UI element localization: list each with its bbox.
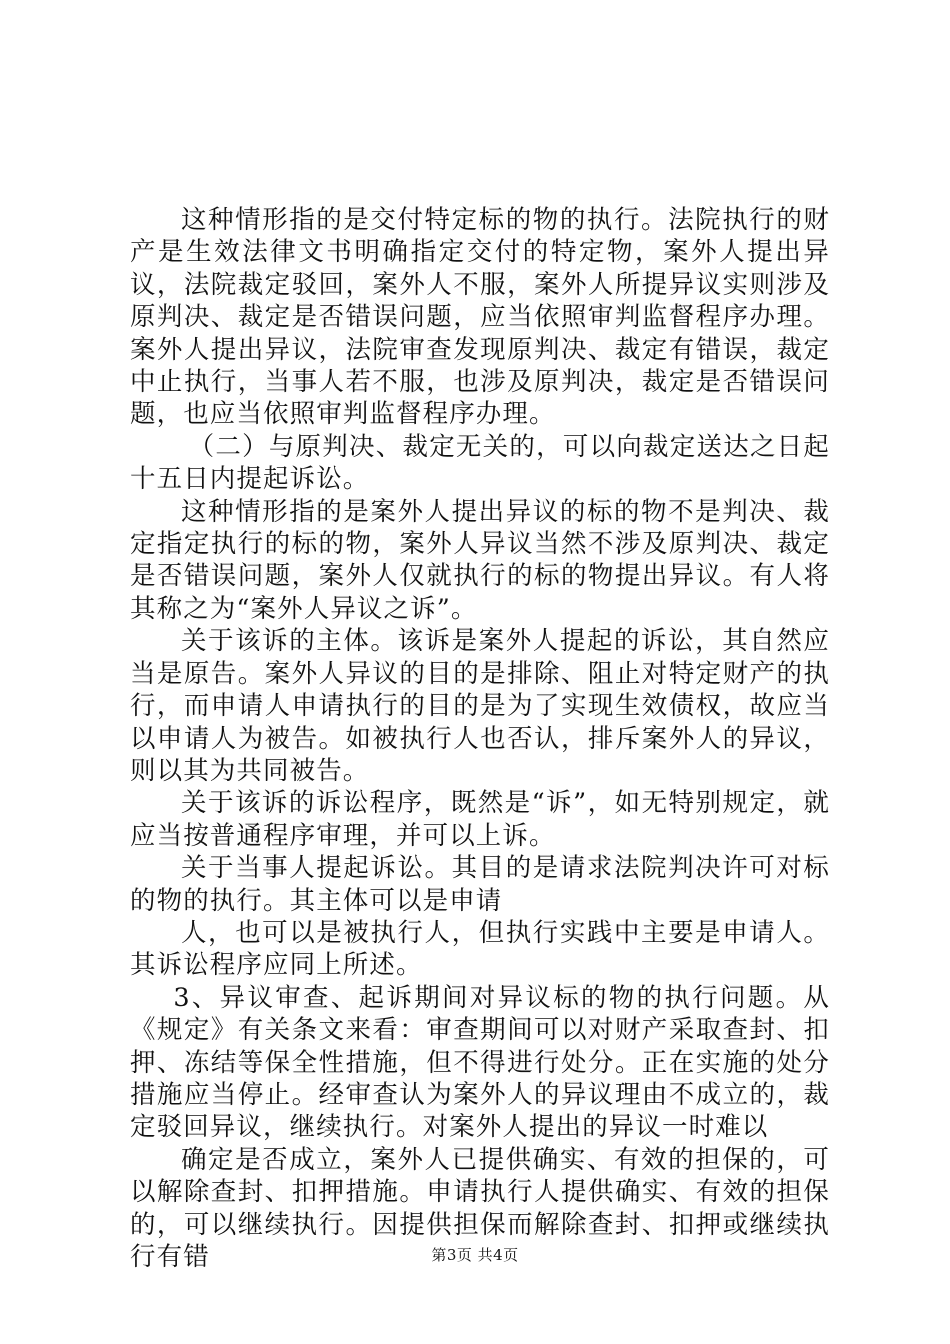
paragraph-8: 3、异议审查、起诉期间对异议标的物的执行问题。从《规定》有关条文来看：审查期间可以对财产采取查封、扣押、冻结等保全性措施，但不得进行处分。正在实施的处分措施应当停止。经审查认为案外人的异议理由不成立的，裁定驳回异议，继续执行。对案外人提出的异议一时难以 — [130, 982, 830, 1143]
page-number-footer: 第3页 共4页 — [431, 1246, 519, 1264]
paragraph-3: 这种情形指的是案外人提出异议的标的物不是判决、裁定指定执行的标的物，案外人异议当然不涉及原判决、裁定是否错误问题，案外人仅就执行的标的物提出异议。有人将其称之为“案外人异议之诉”。 — [130, 496, 830, 624]
paragraph-5: 关于该诉的诉讼程序，既然是“诉”，如无特别规定，就应当按普通程序审理，并可以上诉。 — [130, 788, 830, 851]
paragraph-4: 关于该诉的主体。该诉是案外人提起的诉讼，其自然应当是原告。案外人异议的目的是排除、阻止对特定财产的执行，而申请人申请执行的目的是为了实现生效债权，故应当以申请人为被告。如被执行人也否认，排斥案外人的异议，则以其为共同被告。 — [130, 626, 830, 786]
paragraph-7: 人，也可以是被执行人，但执行实践中主要是申请人。其诉讼程序应同上所述。 — [130, 917, 830, 981]
paragraph-2: （二）与原判决、裁定无关的，可以向裁定送达之日起十五日内提起诉讼。 — [130, 431, 830, 495]
document-body — [130, 204, 830, 1273]
paragraph-6: 关于当事人提起诉讼。其目的是请求法院判决许可对标的物的执行。其主体可以是申请 — [130, 853, 830, 916]
paragraph-1: 这种情形指的是交付特定标的物的执行。法院执行的财产是生效法律文书明确指定交付的特定物，案外人提出异议，法院裁定驳回，案外人不服，案外人所提异议实则涉及原判决、裁定是否错误问题，应当依照审判监督程序办理。案外人提出异议，法院审查发现原判决、裁定有错误，裁定中止执行，当事人若不服，也涉及原判决，裁定是否错误问题，也应当依照审判监督程序办理。 — [130, 205, 830, 430]
paragraph-9: 确定是否成立，案外人已提供确实、有效的担保的，可以解除查封、扣押措施。申请执行人提供确实、有效的担保的，可以继续执行。因提供担保而解除查封、扣押或继续执行有错 — [130, 1144, 830, 1272]
